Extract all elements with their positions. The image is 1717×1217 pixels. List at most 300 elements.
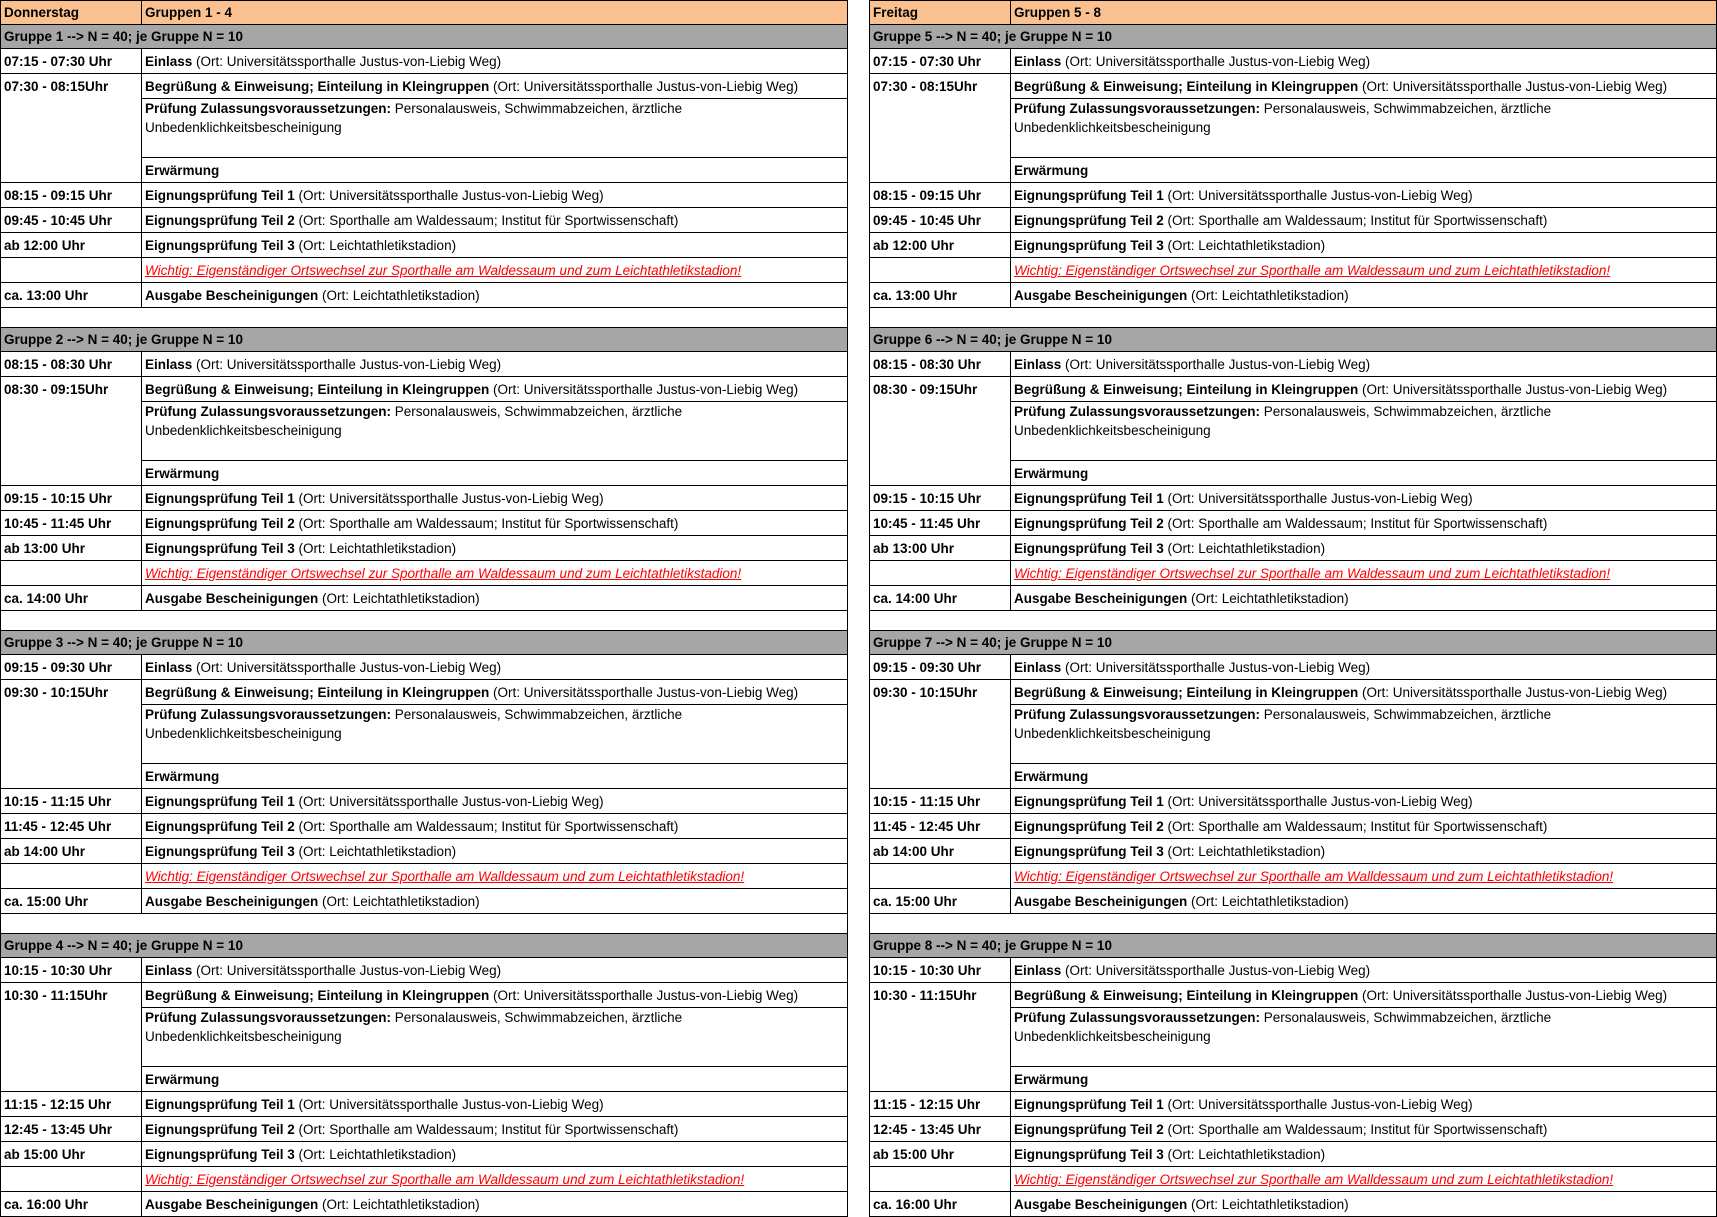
erwaermung-row (1, 461, 848, 486)
teil1-row (1, 1092, 848, 1117)
activity-cell (142, 1117, 848, 1142)
warning-cell (142, 1167, 848, 1192)
teil3-row (1, 1142, 848, 1167)
einlass-row (870, 49, 1717, 74)
location-text: (Ort: Universitätssporthalle Justus-von-Liebig Weg) (1163, 187, 1473, 203)
teil2-row (870, 1117, 1717, 1142)
time-cell: 08:30 - 09:15Uhr (870, 377, 1011, 402)
activity-label: Eignungsprüfung Teil 3 (145, 843, 295, 859)
activity-label: Erwärmung (145, 465, 220, 481)
teil3-row (870, 536, 1717, 561)
activity-label: Einlass (1014, 53, 1062, 69)
activity-label: Eignungsprüfung Teil 1 (1014, 793, 1164, 809)
begruessung-row (870, 74, 1717, 99)
activity-cell (1011, 158, 1717, 183)
time-cell: 11:45 - 12:45 Uhr (870, 814, 1011, 839)
activity-cell (142, 1067, 848, 1092)
pruefung-row (1, 99, 848, 158)
activity-label: Einlass (145, 53, 193, 69)
activity-label: Eignungsprüfung Teil 2 (145, 818, 295, 834)
location-text: (Ort: Leichtathletikstadion) (1163, 843, 1326, 859)
erwaermung-row (870, 1067, 1717, 1092)
time-cell: 11:45 - 12:45 Uhr (1, 814, 142, 839)
activity-cell (142, 99, 848, 158)
ausgabe-row (1, 889, 848, 914)
warning-cell (1011, 258, 1717, 283)
time-cell: 09:45 - 10:45 Uhr (1, 208, 142, 233)
time-cell: 12:45 - 13:45 Uhr (870, 1117, 1011, 1142)
activity-cell (142, 586, 848, 611)
requirements-text: Personalausweis, Schwimmabzeichen, ärztliche Unbedenklichkeitsbescheinigung (1014, 1010, 1552, 1044)
activity-label: Begrüßung & Einweisung; Einteilung in Kleingruppen (1014, 684, 1359, 700)
requirements-text: Personalausweis, Schwimmabzeichen, ärztliche Unbedenklichkeitsbescheinigung (145, 1010, 683, 1044)
activity-label: Erwärmung (145, 1071, 220, 1087)
activity-cell (142, 283, 848, 308)
time-cell: 08:15 - 09:15 Uhr (1, 183, 142, 208)
activity-label: Einlass (1014, 659, 1062, 675)
time-cell: 09:15 - 10:15 Uhr (1, 486, 142, 511)
ausgabe-row (1, 1192, 848, 1217)
location-text: (Ort: Sporthalle am Waldessaum; Institut für Sportwissenschaft) (294, 212, 679, 228)
ausgabe-row (1, 586, 848, 611)
activity-label: Eignungsprüfung Teil 3 (145, 540, 295, 556)
activity-label: Erwärmung (1014, 768, 1089, 784)
activity-cell (142, 233, 848, 258)
time-cell: 07:15 - 07:30 Uhr (870, 49, 1011, 74)
activity-cell (1011, 352, 1717, 377)
activity-cell (1011, 680, 1717, 705)
activity-cell (1011, 208, 1717, 233)
warning-cell (1011, 561, 1717, 586)
time-cell: 10:30 - 11:15Uhr (1, 983, 142, 1008)
wichtig-row (870, 561, 1717, 586)
activity-label: Prüfung Zulassungsvoraussetzungen: (145, 404, 392, 419)
activity-label: Begrüßung & Einweisung; Einteilung in Kleingruppen (145, 381, 490, 397)
activity-cell (142, 183, 848, 208)
activity-cell (1011, 233, 1717, 258)
group-header-row (1, 934, 848, 958)
begruessung-row (870, 680, 1717, 705)
teil3-row (1, 839, 848, 864)
teil3-row (1, 536, 848, 561)
activity-label: Eignungsprüfung Teil 1 (145, 490, 295, 506)
time-cell-empty (1, 402, 142, 461)
time-cell: 07:30 - 08:15Uhr (870, 74, 1011, 99)
time-cell-empty (870, 1167, 1011, 1192)
activity-cell (1011, 283, 1717, 308)
group-title: Gruppe 1 --> N = 40; je Gruppe N = 10 (1, 25, 848, 49)
location-text: (Ort: Leichtathletikstadion) (1163, 1146, 1326, 1162)
time-cell-empty (1, 158, 142, 183)
activity-cell (142, 208, 848, 233)
location-text: (Ort: Leichtathletikstadion) (318, 287, 480, 303)
activity-cell (142, 705, 848, 764)
teil1-row (870, 183, 1717, 208)
time-cell: ab 12:00 Uhr (870, 233, 1011, 258)
location-text: (Ort: Leichtathletikstadion) (294, 540, 457, 556)
ausgabe-row (1, 283, 848, 308)
warning-cell (1011, 864, 1717, 889)
warning-text: Wichtig: Eigenständiger Ortswechsel zur Sporthalle am Walldessaum und zum Leichtathletikstadion! (145, 868, 745, 884)
location-text: (Ort: Universitätssporthalle Justus-von-Liebig Weg) (1358, 78, 1668, 94)
activity-cell (1011, 99, 1717, 158)
location-text: (Ort: Leichtathletikstadion) (318, 590, 480, 606)
warning-text: Wichtig: Eigenständiger Ortswechsel zur Sporthalle am Waldessaum und zum Leichtathletikstadion! (1014, 565, 1611, 581)
location-text: (Ort: Universitätssporthalle Justus-von-Liebig Weg) (192, 356, 502, 372)
group-header-row (870, 328, 1717, 352)
location-text: (Ort: Universitätssporthalle Justus-von-Liebig Weg) (192, 659, 502, 675)
erwaermung-row (870, 764, 1717, 789)
location-text: (Ort: Universitätssporthalle Justus-von-Liebig Weg) (489, 78, 799, 94)
wichtig-row (1, 561, 848, 586)
activity-cell (1011, 764, 1717, 789)
time-cell-empty (870, 705, 1011, 764)
activity-cell (1011, 1092, 1717, 1117)
warning-text: Wichtig: Eigenständiger Ortswechsel zur Sporthalle am Waldessaum und zum Leichtathletikstadion! (145, 262, 742, 278)
time-cell: ab 15:00 Uhr (1, 1142, 142, 1167)
warning-text: Wichtig: Eigenständiger Ortswechsel zur Sporthalle am Waldessaum und zum Leichtathletikstadion! (145, 565, 742, 581)
group-title: Gruppe 7 --> N = 40; je Gruppe N = 10 (870, 631, 1717, 655)
activity-label: Eignungsprüfung Teil 2 (145, 515, 295, 531)
activity-label: Einlass (145, 356, 193, 372)
activity-cell (142, 49, 848, 74)
time-cell: 09:15 - 10:15 Uhr (870, 486, 1011, 511)
schedule-table (869, 0, 1717, 1217)
activity-label: Ausgabe Bescheinigungen (145, 590, 319, 606)
time-cell-empty (1, 561, 142, 586)
teil1-row (870, 1092, 1717, 1117)
time-cell-empty (870, 561, 1011, 586)
activity-cell (142, 486, 848, 511)
teil1-row (870, 789, 1717, 814)
time-cell-empty (1, 864, 142, 889)
location-text: (Ort: Leichtathletikstadion) (294, 237, 457, 253)
time-cell-empty (1, 1067, 142, 1092)
activity-label: Ausgabe Bescheinigungen (145, 287, 319, 303)
activity-cell (1011, 958, 1717, 983)
pruefung-row (1, 402, 848, 461)
activity-label: Eignungsprüfung Teil 1 (145, 793, 295, 809)
spacer-row (870, 308, 1717, 328)
spacer-row (870, 611, 1717, 631)
location-text: (Ort: Universitätssporthalle Justus-von-Liebig Weg) (1163, 1096, 1473, 1112)
time-cell: 08:15 - 08:30 Uhr (870, 352, 1011, 377)
pruefung-row (870, 1008, 1717, 1067)
activity-label: Erwärmung (1014, 1071, 1089, 1087)
spacer-cell (1, 914, 848, 934)
time-cell: 11:15 - 12:15 Uhr (870, 1092, 1011, 1117)
teil3-row (870, 1142, 1717, 1167)
activity-cell (1011, 49, 1717, 74)
activity-cell (142, 511, 848, 536)
group-header-row (1, 631, 848, 655)
location-text: (Ort: Universitätssporthalle Justus-von-Liebig Weg) (1061, 659, 1371, 675)
ausgabe-row (870, 283, 1717, 308)
time-cell-empty (870, 258, 1011, 283)
activity-label: Eignungsprüfung Teil 1 (1014, 187, 1164, 203)
activity-cell (142, 983, 848, 1008)
activity-label: Einlass (145, 659, 193, 675)
teil1-row (870, 486, 1717, 511)
activity-label: Ausgabe Bescheinigungen (1014, 1196, 1188, 1212)
time-cell: ab 13:00 Uhr (1, 536, 142, 561)
activity-label: Begrüßung & Einweisung; Einteilung in Kleingruppen (145, 78, 490, 94)
time-cell: ca. 15:00 Uhr (870, 889, 1011, 914)
time-cell: 08:15 - 08:30 Uhr (1, 352, 142, 377)
activity-label: Eignungsprüfung Teil 1 (145, 187, 295, 203)
activity-cell (1011, 705, 1717, 764)
activity-cell (142, 839, 848, 864)
begruessung-row (1, 74, 848, 99)
requirements-text: Personalausweis, Schwimmabzeichen, ärztliche Unbedenklichkeitsbescheinigung (1014, 707, 1552, 741)
spacer-row (1, 611, 848, 631)
teil3-row (870, 839, 1717, 864)
requirements-text: Personalausweis, Schwimmabzeichen, ärztliche Unbedenklichkeitsbescheinigung (1014, 101, 1552, 135)
spacer-row (870, 914, 1717, 934)
location-text: (Ort: Leichtathletikstadion) (294, 843, 457, 859)
pruefung-row (870, 705, 1717, 764)
requirements-text: Personalausweis, Schwimmabzeichen, ärztliche Unbedenklichkeitsbescheinigung (145, 404, 683, 438)
location-text: (Ort: Universitätssporthalle Justus-von-Liebig Weg) (192, 962, 502, 978)
activity-cell (1011, 486, 1717, 511)
time-cell: 10:30 - 11:15Uhr (870, 983, 1011, 1008)
activity-label: Einlass (145, 962, 193, 978)
warning-text: Wichtig: Eigenständiger Ortswechsel zur Sporthalle am Waldessaum und zum Leichtathletikstadion! (1014, 262, 1611, 278)
day-label: Donnerstag (1, 1, 142, 25)
time-cell-empty (870, 461, 1011, 486)
activity-label: Begrüßung & Einweisung; Einteilung in Kleingruppen (1014, 987, 1359, 1003)
time-cell-empty (1, 705, 142, 764)
location-text: (Ort: Universitätssporthalle Justus-von-Liebig Weg) (294, 793, 604, 809)
activity-label: Eignungsprüfung Teil 2 (1014, 515, 1164, 531)
spacer-cell (1, 611, 848, 631)
einlass-row (1, 49, 848, 74)
group-title: Gruppe 4 --> N = 40; je Gruppe N = 10 (1, 934, 848, 958)
groups-label: Gruppen 5 - 8 (1011, 1, 1717, 25)
spacer-cell (1, 308, 848, 328)
group-header-row (1, 328, 848, 352)
activity-label: Eignungsprüfung Teil 3 (1014, 237, 1164, 253)
location-text: (Ort: Leichtathletikstadion) (1187, 287, 1349, 303)
group-header-row (870, 25, 1717, 49)
time-cell-empty (1, 258, 142, 283)
warning-cell (142, 258, 848, 283)
time-cell-empty (1, 99, 142, 158)
activity-label: Erwärmung (1014, 162, 1089, 178)
einlass-row (870, 352, 1717, 377)
location-text: (Ort: Sporthalle am Waldessaum; Institut für Sportwissenschaft) (1163, 1121, 1548, 1137)
location-text: (Ort: Sporthalle am Waldessaum; Institut für Sportwissenschaft) (294, 1121, 679, 1137)
activity-label: Eignungsprüfung Teil 2 (1014, 212, 1164, 228)
time-cell: 09:30 - 10:15Uhr (870, 680, 1011, 705)
spacer-cell (870, 611, 1717, 631)
einlass-row (1, 352, 848, 377)
time-cell-empty (870, 1067, 1011, 1092)
location-text: (Ort: Leichtathletikstadion) (294, 1146, 457, 1162)
activity-cell (1011, 183, 1717, 208)
einlass-row (1, 958, 848, 983)
time-cell-empty (870, 864, 1011, 889)
location-text: (Ort: Sporthalle am Waldessaum; Institut für Sportwissenschaft) (1163, 515, 1548, 531)
location-text: (Ort: Leichtathletikstadion) (1187, 590, 1349, 606)
teil2-row (1, 208, 848, 233)
time-cell: 08:30 - 09:15Uhr (1, 377, 142, 402)
activity-cell (142, 1192, 848, 1217)
group-header-row (1, 25, 848, 49)
day-header-row (1, 1, 848, 25)
teil3-row (1, 233, 848, 258)
pruefung-row (1, 1008, 848, 1067)
location-text: (Ort: Universitätssporthalle Justus-von-Liebig Weg) (1163, 490, 1473, 506)
location-text: (Ort: Universitätssporthalle Justus-von-Liebig Weg) (1358, 987, 1668, 1003)
time-cell: 07:15 - 07:30 Uhr (1, 49, 142, 74)
activity-cell (142, 764, 848, 789)
activity-label: Eignungsprüfung Teil 1 (1014, 1096, 1164, 1112)
activity-cell (142, 789, 848, 814)
activity-label: Prüfung Zulassungsvoraussetzungen: (1014, 1010, 1261, 1025)
requirements-text: Personalausweis, Schwimmabzeichen, ärztliche Unbedenklichkeitsbescheinigung (1014, 404, 1552, 438)
location-text: (Ort: Leichtathletikstadion) (1163, 237, 1326, 253)
group-title: Gruppe 5 --> N = 40; je Gruppe N = 10 (870, 25, 1717, 49)
begruessung-row (870, 377, 1717, 402)
time-cell: ca. 14:00 Uhr (1, 586, 142, 611)
warning-cell (142, 864, 848, 889)
time-cell: ca. 15:00 Uhr (1, 889, 142, 914)
location-text: (Ort: Leichtathletikstadion) (318, 893, 480, 909)
pruefung-row (870, 99, 1717, 158)
schedule-thursday (0, 0, 848, 1212)
activity-label: Prüfung Zulassungsvoraussetzungen: (1014, 101, 1261, 116)
spacer-row (1, 914, 848, 934)
activity-cell (142, 680, 848, 705)
group-header-row (870, 631, 1717, 655)
group-title: Gruppe 2 --> N = 40; je Gruppe N = 10 (1, 328, 848, 352)
time-cell: ab 14:00 Uhr (870, 839, 1011, 864)
group-title: Gruppe 8 --> N = 40; je Gruppe N = 10 (870, 934, 1717, 958)
activity-label: Prüfung Zulassungsvoraussetzungen: (145, 707, 392, 722)
requirements-text: Personalausweis, Schwimmabzeichen, ärztliche Unbedenklichkeitsbescheinigung (145, 707, 683, 741)
time-cell-empty (870, 99, 1011, 158)
wichtig-row (1, 864, 848, 889)
time-cell: 10:15 - 11:15 Uhr (1, 789, 142, 814)
wichtig-row (1, 258, 848, 283)
time-cell-empty (1, 1167, 142, 1192)
time-cell: 12:45 - 13:45 Uhr (1, 1117, 142, 1142)
spacer-cell (870, 914, 1717, 934)
activity-cell (142, 1008, 848, 1067)
time-cell: 08:15 - 09:15 Uhr (870, 183, 1011, 208)
location-text: (Ort: Universitätssporthalle Justus-von-Liebig Weg) (1061, 53, 1371, 69)
einlass-row (1, 655, 848, 680)
location-text: (Ort: Universitätssporthalle Justus-von-Liebig Weg) (294, 490, 604, 506)
activity-label: Eignungsprüfung Teil 1 (1014, 490, 1164, 506)
activity-cell (142, 536, 848, 561)
activity-cell (1011, 511, 1717, 536)
activity-cell (1011, 586, 1717, 611)
activity-label: Eignungsprüfung Teil 2 (145, 1121, 295, 1137)
activity-cell (1011, 1142, 1717, 1167)
time-cell: ca. 13:00 Uhr (870, 283, 1011, 308)
schedule-table (0, 0, 848, 1217)
time-cell: ca. 14:00 Uhr (870, 586, 1011, 611)
groups-label: Gruppen 1 - 4 (142, 1, 848, 25)
activity-cell (142, 814, 848, 839)
teil1-row (1, 789, 848, 814)
time-cell-empty (870, 402, 1011, 461)
location-text: (Ort: Universitätssporthalle Justus-von-Liebig Weg) (1163, 793, 1473, 809)
time-cell: ca. 16:00 Uhr (1, 1192, 142, 1217)
time-cell: 07:30 - 08:15Uhr (1, 74, 142, 99)
spacer-cell (870, 308, 1717, 328)
activity-cell (142, 402, 848, 461)
activity-label: Prüfung Zulassungsvoraussetzungen: (145, 101, 392, 116)
time-cell-empty (870, 158, 1011, 183)
begruessung-row (1, 983, 848, 1008)
teil2-row (870, 814, 1717, 839)
activity-label: Begrüßung & Einweisung; Einteilung in Kleingruppen (145, 684, 490, 700)
activity-cell (1011, 983, 1717, 1008)
time-cell: ab 14:00 Uhr (1, 839, 142, 864)
time-cell: 10:45 - 11:45 Uhr (1, 511, 142, 536)
activity-label: Einlass (1014, 356, 1062, 372)
time-cell: 10:15 - 11:15 Uhr (870, 789, 1011, 814)
activity-label: Ausgabe Bescheinigungen (1014, 287, 1188, 303)
location-text: (Ort: Sporthalle am Waldessaum; Institut für Sportwissenschaft) (294, 515, 679, 531)
teil1-row (1, 183, 848, 208)
activity-cell (142, 158, 848, 183)
activity-cell (142, 958, 848, 983)
activity-cell (142, 461, 848, 486)
activity-cell (1011, 655, 1717, 680)
teil2-row (1, 511, 848, 536)
schedule-friday (869, 0, 1717, 1212)
activity-cell (1011, 461, 1717, 486)
pruefung-row (1, 705, 848, 764)
activity-label: Erwärmung (145, 768, 220, 784)
activity-label: Begrüßung & Einweisung; Einteilung in Kleingruppen (1014, 381, 1359, 397)
activity-label: Eignungsprüfung Teil 2 (1014, 1121, 1164, 1137)
activity-label: Eignungsprüfung Teil 3 (145, 237, 295, 253)
activity-label: Begrüßung & Einweisung; Einteilung in Kleingruppen (1014, 78, 1359, 94)
activity-label: Prüfung Zulassungsvoraussetzungen: (145, 1010, 392, 1025)
activity-cell (1011, 402, 1717, 461)
activity-cell (1011, 1067, 1717, 1092)
time-cell: 10:45 - 11:45 Uhr (870, 511, 1011, 536)
activity-label: Erwärmung (1014, 465, 1089, 481)
location-text: (Ort: Universitätssporthalle Justus-von-Liebig Weg) (489, 684, 799, 700)
location-text: (Ort: Universitätssporthalle Justus-von-Liebig Weg) (489, 381, 799, 397)
day-label: Freitag (870, 1, 1011, 25)
wichtig-row (1, 1167, 848, 1192)
activity-label: Erwärmung (145, 162, 220, 178)
time-cell: ca. 13:00 Uhr (1, 283, 142, 308)
einlass-row (870, 958, 1717, 983)
location-text: (Ort: Universitätssporthalle Justus-von-Liebig Weg) (192, 53, 502, 69)
activity-label: Einlass (1014, 962, 1062, 978)
location-text: (Ort: Leichtathletikstadion) (318, 1196, 480, 1212)
teil2-row (870, 511, 1717, 536)
location-text: (Ort: Sporthalle am Waldessaum; Institut für Sportwissenschaft) (1163, 212, 1548, 228)
location-text: (Ort: Leichtathletikstadion) (1163, 540, 1326, 556)
group-header-row (870, 934, 1717, 958)
spacer-row (1, 308, 848, 328)
activity-cell (142, 74, 848, 99)
time-cell: 09:45 - 10:45 Uhr (870, 208, 1011, 233)
activity-label: Prüfung Zulassungsvoraussetzungen: (1014, 707, 1261, 722)
activity-label: Begrüßung & Einweisung; Einteilung in Kleingruppen (145, 987, 490, 1003)
activity-cell (142, 655, 848, 680)
erwaermung-row (1, 1067, 848, 1092)
